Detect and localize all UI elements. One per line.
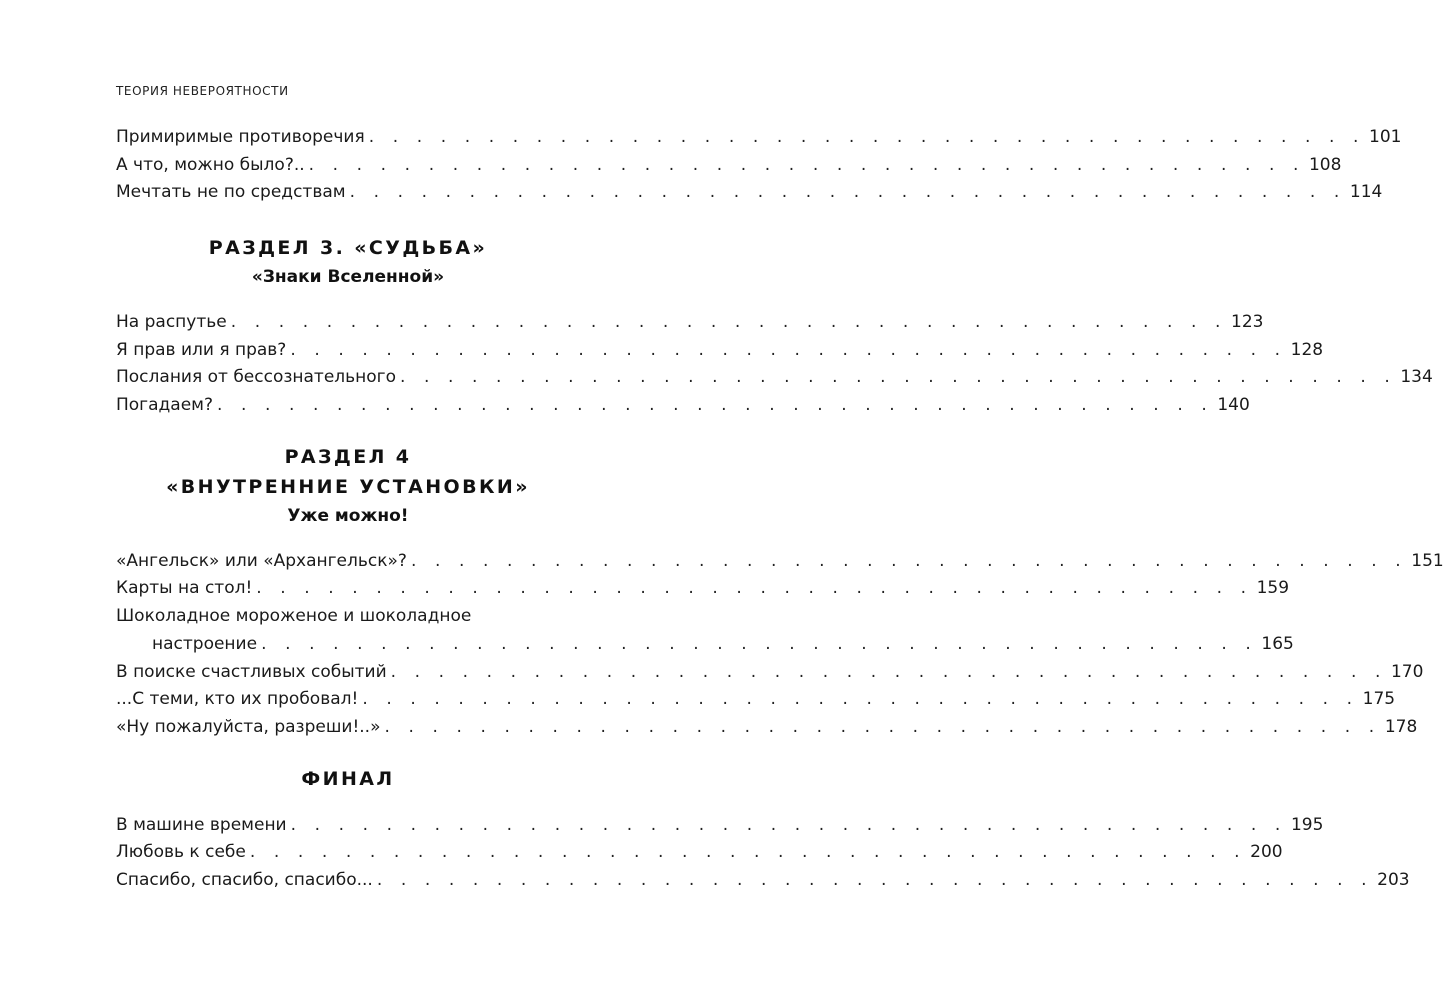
toc-entry (116, 631, 1294, 659)
leader-dots: . . . . . . . . . . . . . . . . . . . . . . . . . . . . . . . . . . . . . . . . . . (384, 716, 1381, 737)
toc-entry (116, 576, 1290, 604)
toc-entry (116, 124, 1402, 152)
leader-dots: . . . . . . . . . . . . . . . . . . . . . . . . . . . . . . . . . . . . . . . . . . (249, 842, 1247, 863)
section-heading-title: «ВНУТРЕННИЕ УСТАНОВКИ» (166, 475, 530, 498)
toc-page-number: 195 (1290, 814, 1324, 835)
toc-page-number: 134 (1400, 367, 1433, 388)
toc-page-number: 114 (1349, 182, 1383, 203)
toc-entry-title: В поиске счастливых событий (116, 661, 387, 682)
toc-entry-title: ...С теми, кто их пробовал! (116, 689, 359, 710)
toc-entry (116, 179, 1383, 207)
toc-entry (116, 839, 1283, 867)
toc-entry-title: настроение (152, 633, 258, 654)
section-4-entries (116, 548, 1444, 742)
toc-page-number: 128 (1290, 339, 1324, 360)
leader-dots: . . . . . . . . . . . . . . . . . . . . . . . . . . . . . . . . . . . . . . . . . . (368, 126, 1366, 147)
section-heading: ФИНАЛ (301, 767, 395, 790)
leader-dots: . . . . . . . . . . . . . . . . . . . . . . . . . . . . . . . . . . . . . . . . . . (400, 367, 1397, 388)
toc-page-number: 203 (1377, 869, 1410, 890)
leader-dots: . . . . . . . . . . . . . . . . . . . . . . . . . . . . . . . . . . . . . . . . . . (290, 339, 1287, 360)
section-subtitle: Уже можно! (287, 505, 409, 526)
section-3-header (116, 233, 580, 291)
toc-entry (116, 714, 1418, 742)
toc-entry (116, 812, 1324, 840)
toc-entry-title: Послания от бессознательного (116, 367, 397, 388)
toc-page-number: 108 (1308, 154, 1342, 175)
toc-entry (116, 337, 1324, 365)
toc-entry-title: «Ангельск» или «Архангельск»? (116, 550, 407, 571)
toc-entry (116, 309, 1264, 337)
leader-dots: . . . . . . . . . . . . . . . . . . . . . . . . . . . . . . . . . . . . . . . . . . (308, 154, 1305, 175)
toc-entry-title: Карты на стол! (116, 578, 253, 599)
leader-dots: . . . . . . . . . . . . . . . . . . . . . . . . . . . . . . . . . . . . . . . . . . (390, 661, 1387, 682)
leader-dots: . . . . . . . . . . . . . . . . . . . . . . . . . . . . . . . . . . . . . . . . . . (349, 182, 1346, 203)
section-subtitle: «Знаки Вселенной» (251, 267, 445, 288)
toc-entry-title: Я прав или я прав? (116, 339, 287, 360)
leader-dots: . . . . . . . . . . . . . . . . . . . . . . . . . . . . . . . . . . . . . . . . . . (290, 814, 1287, 835)
toc-entry-title: Примиримые противоречия (116, 126, 365, 147)
leader-dots: . . . . . . . . . . . . . . . . . . . . . . . . . . . . . . . . . . . . . . . . . . (410, 550, 1408, 571)
toc-page-number: 123 (1231, 312, 1264, 333)
leader-dots: . . . . . . . . . . . . . . . . . . . . . . . . . . . . . . . . . . . . . . . . . . (376, 869, 1374, 890)
leader-dots: . . . . . . . . . . . . . . . . . . . . . . . . . . . . . . . . . . . . . . . . . . (230, 312, 1228, 333)
toc-entry (116, 686, 1396, 714)
table-of-contents (116, 124, 1444, 895)
toc-page-number: 101 (1369, 126, 1402, 147)
toc-page-number: 151 (1411, 550, 1444, 571)
toc-entry-title: На распутье (116, 312, 227, 333)
toc-entry (116, 392, 1250, 420)
toc-page-number: 178 (1384, 716, 1418, 737)
toc-entry-title: Мечтать не по средствам (116, 182, 346, 203)
section-heading: РАЗДЕЛ 3. «СУДЬБА» (208, 237, 488, 260)
toc-page-number: 140 (1217, 395, 1250, 416)
toc-entry (116, 548, 1444, 576)
toc-page-number: 200 (1250, 842, 1283, 863)
leader-dots: . . . . . . . . . . . . . . . . . . . . . . . . . . . . . . . . . . . . . . . . . . (256, 578, 1253, 599)
leader-dots: . . . . . . . . . . . . . . . . . . . . . . . . . . . . . . . . . . . . . . . . . . (217, 395, 1214, 416)
toc-group-continued (116, 124, 1402, 207)
toc-page-number: 170 (1390, 661, 1424, 682)
final-entries (116, 812, 1410, 895)
toc-entry (116, 659, 1424, 687)
toc-entry (116, 867, 1410, 895)
leader-dots: . . . . . . . . . . . . . . . . . . . . . . . . . . . . . . . . . . . . . . . . . . (362, 689, 1359, 710)
toc-page-number: 165 (1261, 633, 1294, 654)
section-3-entries (116, 309, 1433, 420)
section-heading: РАЗДЕЛ 4 (284, 445, 412, 468)
toc-entry (116, 152, 1342, 180)
running-header: ТЕОРИЯ НЕВЕРОЯТНОСТИ (116, 84, 289, 98)
toc-entry-title: Спасибо, спасибо, спасибо... (116, 869, 373, 890)
toc-entry-title: В машине времени (116, 814, 287, 835)
toc-page-number: 175 (1362, 689, 1396, 710)
toc-entry (116, 364, 1433, 392)
toc-entry-title: «Ну пожалуйста, разреши!..» (116, 716, 381, 737)
leader-dots: . . . . . . . . . . . . . . . . . . . . . . . . . . . . . . . . . . . . . . . . . . (261, 633, 1258, 654)
toc-page-number: 159 (1256, 578, 1290, 599)
toc-entry-title: А что, можно было?.. (116, 154, 305, 175)
toc-entry-title: Погадаем? (116, 395, 214, 416)
section-4-header (116, 442, 580, 530)
toc-entry-title: Любовь к себе (116, 842, 246, 863)
toc-entry-title-first-line: Шоколадное мороженое и шоколадное (116, 606, 472, 627)
final-section-header (116, 764, 580, 794)
